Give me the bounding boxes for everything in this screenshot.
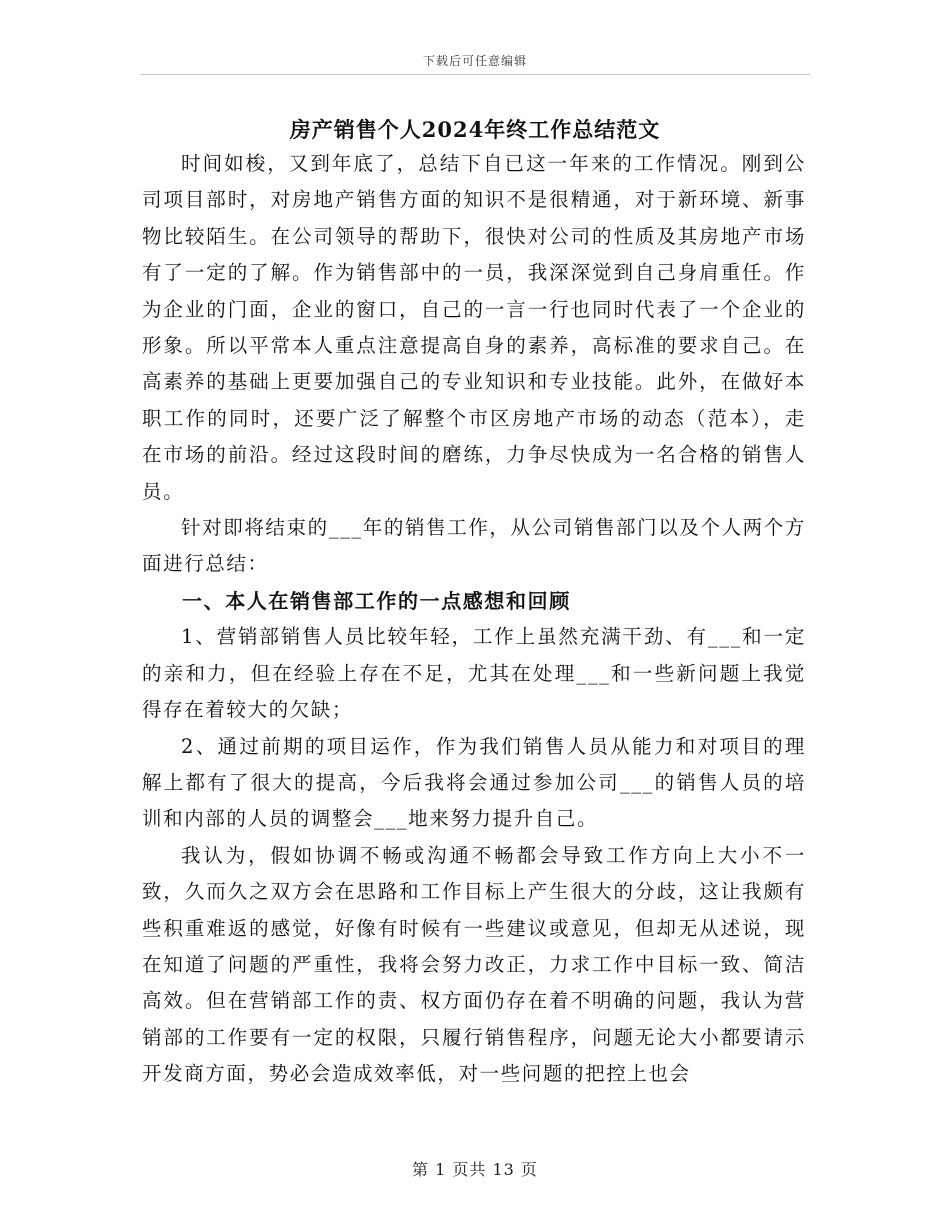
document-title: 房产销售个人2024年终工作总结范文 — [289, 117, 661, 142]
header-note: 下载后可任意编辑 — [422, 54, 527, 68]
paragraph-intro: 时间如梭，又到年底了，总结下自已这一年来的工作情况。刚到公司项目部时，对房地产销售方面的知识不是很精通，对于新环境、新事物比较陌生。在公司领导的帮助下，很快对公司的性质及其房地产市场有了一定的了解。作为销售部中的一员，我深深觉到自己身肩重任。作为企业的门面，企业的窗口，自己的一言一行也同时代表了一个企业的形象。所以平常本人重点注意提高自身的素养，高标准的要求自己。在高素养的基础上更要加强自己的专业知识和专业技能。此外，在做好本职工作的同时，还要广泛了解整个市区房地产市场的动态（范本），走在市场的前沿。经过这段时间的磨练，力争尽快成为一名合格的销售人员。 — [142, 152, 806, 503]
paragraph-point-2: 2、通过前期的项目运作，作为我们销售人员从能力和对项目的理解上都有了很大的提高，今后我将会通过参加公司___的销售人员的培训和内部的人员的调整会___地来努力提升自己。 — [142, 734, 806, 831]
paragraph-point-1: 1、营销部销售人员比较年轻，工作上虽然充满干劲、有___和一定的亲和力，但在经验上存在不足，尤其在处理___和一些新问题上我觉得存在着较大的欠缺； — [142, 625, 806, 722]
page-number-footer: 第 1 页共 13 页 — [412, 1160, 538, 1179]
document-body — [142, 146, 806, 1093]
header-divider — [140, 74, 810, 75]
paragraph-summary-lead: 针对即将结束的___年的销售工作，从公司销售部门以及个人两个方面进行总结： — [142, 516, 806, 576]
paragraph-reflection: 我认为，假如协调不畅或沟通不畅都会导致工作方向上大小不一致，久而久之双方会在思路和工作目标上产生很大的分歧，这让我颇有些积重难返的感觉，好像有时候有一些建议或意见，但却无从述说，现在知道了问题的严重性，我将会努力改正，力求工作中目标一致、简洁高效。但在营销部工作的责、权方面仍存在着不明确的问题，我认为营销部的工作要有一定的权限，只履行销售程序，问题无论大小都要请示开发商方面，势必会造成效率低，对一些问题的把控上也会 — [142, 843, 806, 1086]
section-heading: 一、本人在销售部工作的一点感想和回顾 — [182, 588, 571, 613]
